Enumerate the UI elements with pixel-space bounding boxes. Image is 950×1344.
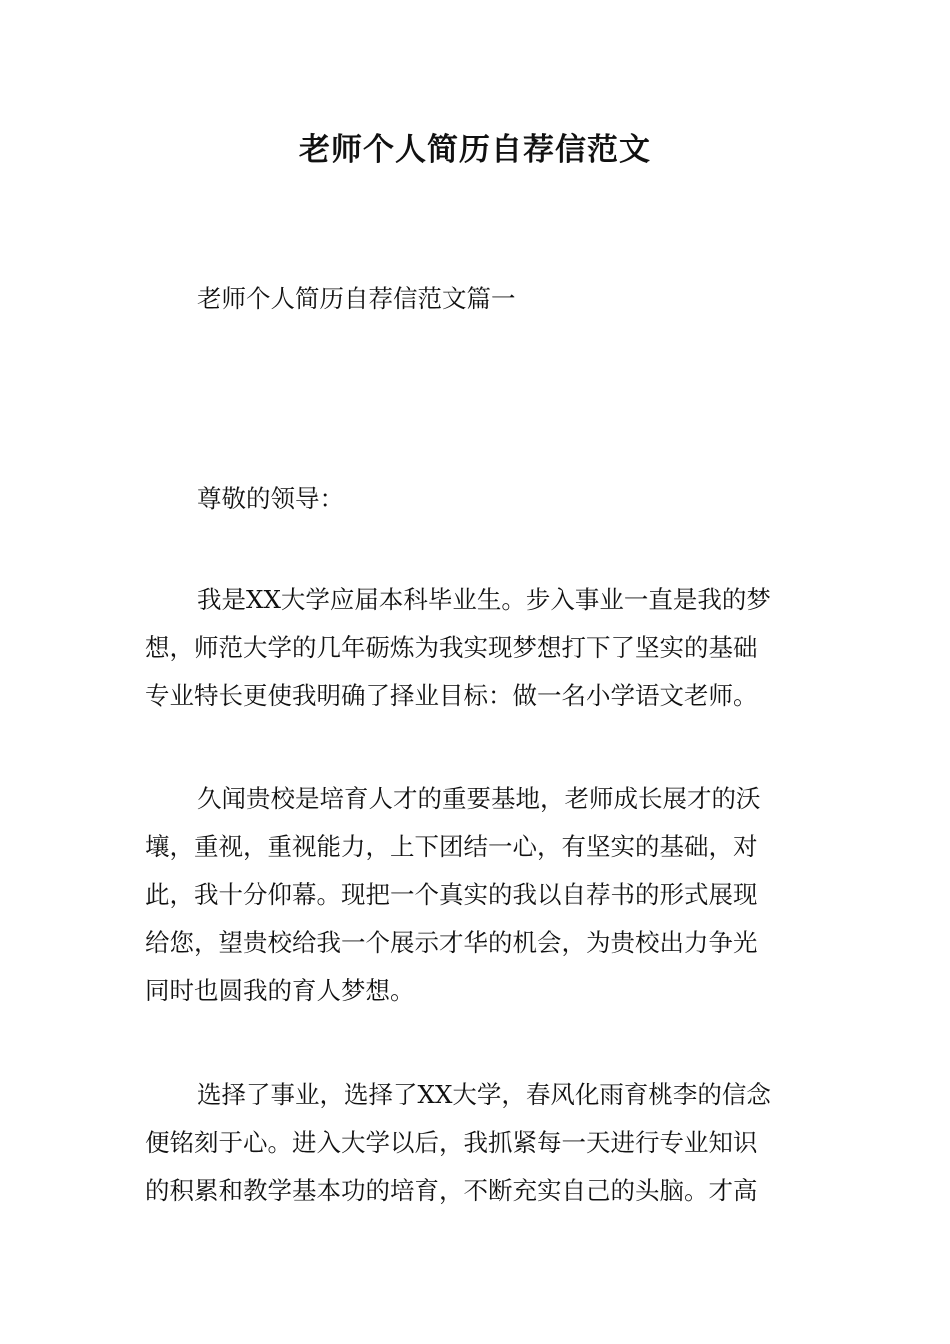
paragraph-line: 的积累和教学基本功的培育，不断充实自己的头脑。才高 — [145, 1176, 758, 1205]
paragraph-line: 我是XX大学应届本科毕业生。步入事业一直是我的梦 — [197, 585, 771, 614]
paragraph-line: 久闻贵校是培育人才的重要基地，老师成长展才的沃 — [197, 784, 761, 813]
section-heading-text: 老师个人简历自荐信范文篇一 — [197, 284, 516, 313]
paragraph-line: 壤，重视，重视能力，上下团结一心，有坚实的基础，对 — [145, 832, 758, 861]
paragraph-line: 想，师范大学的几年砺炼为我实现梦想打下了坚实的基础 — [145, 633, 758, 662]
paragraph-line: 此，我十分仰幕。现把一个真实的我以自荐书的形式展现 — [145, 880, 758, 909]
salutation — [145, 475, 810, 523]
salutation-text: 尊敬的领导： — [197, 484, 344, 513]
document-title: 老师个人简历自荐信范文 — [299, 132, 651, 168]
paragraph-line: 给您，望贵校给我一个展示才华的机会，为贵校出力争光 — [145, 928, 758, 957]
paragraph-line: 同时也圆我的育人梦想。 — [145, 976, 415, 1005]
paragraph-1 — [145, 576, 810, 720]
paragraph-3 — [145, 1071, 810, 1215]
paragraph-line: 便铭刻于心。进入大学以后，我抓紧每一天进行专业知识 — [145, 1128, 758, 1157]
section-heading — [145, 275, 810, 323]
paragraph-line: 选择了事业，选择了XX大学，春风化雨育桃李的信念 — [197, 1080, 771, 1109]
paragraph-line: 专业特长更使我明确了择业目标：做一名小学语文老师。 — [145, 681, 758, 710]
paragraph-2 — [145, 775, 810, 1015]
